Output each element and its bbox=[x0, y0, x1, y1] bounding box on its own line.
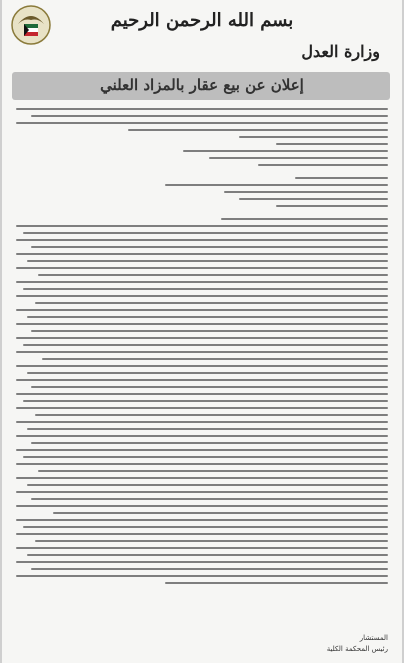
signature-block bbox=[16, 633, 388, 655]
basmala-heading: بسم الله الرحمن الرحيم bbox=[110, 10, 294, 31]
document-header bbox=[2, 0, 402, 70]
signer-title: المستشار bbox=[359, 634, 388, 642]
notice-title: إعلان عن بيع عقار بالمزاد العلني bbox=[100, 76, 304, 94]
ministry-name: وزارة العدل bbox=[301, 42, 380, 61]
notice-body-text bbox=[16, 108, 388, 621]
signer-role: رئيس المحكمة الكلية bbox=[326, 645, 388, 653]
